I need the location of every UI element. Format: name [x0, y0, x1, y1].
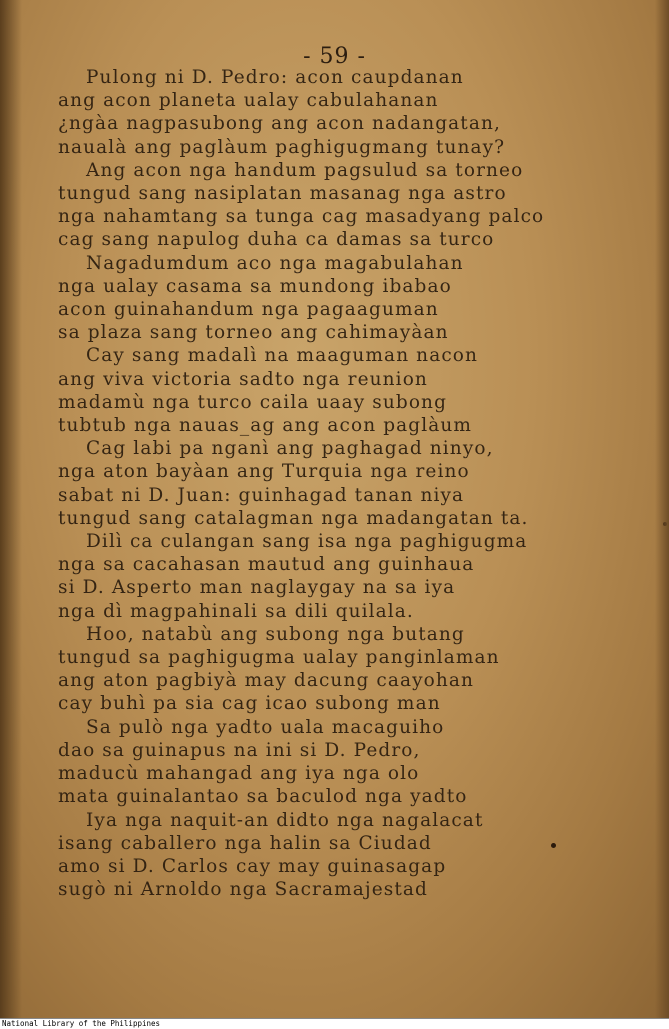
text-line: sugò ni Arnoldo nga Sacramajestad [58, 879, 428, 901]
text-line: Hoo, natabù ang subong nga butang [86, 623, 465, 645]
ink-speck [551, 843, 556, 848]
text-line: nga nahamtang sa tunga cag masadyang palco [58, 206, 545, 228]
page-number: - 59 - [303, 44, 366, 69]
text-line: nga ualay casama sa mundong ibabao [58, 275, 452, 297]
text-line: isang caballero nga halin sa Ciudad [58, 832, 432, 854]
text-line: dao sa guinapus na ini si D. Pedro, [58, 739, 421, 761]
text-line: tubtub nga nauas_ag ang acon paglàum [58, 415, 473, 437]
text-line: nga dì magpahinali sa dili quilala. [58, 600, 414, 622]
text-line: Cay sang madalì na maaguman nacon [86, 345, 479, 367]
poem-text-block [58, 66, 558, 901]
footer-bar [0, 1018, 669, 1029]
text-line: amo si D. Carlos cay may guinasagap [58, 855, 447, 877]
text-line: sa plaza sang torneo ang cahimayàan [58, 322, 449, 344]
text-line: Iya nga naquit-an didto nga nagalacat [86, 809, 484, 831]
text-line: ang acon planeta ualay cabulahanan [58, 90, 439, 112]
text-line: cag sang napulog duha ca damas sa turco [58, 229, 495, 251]
text-line: tungud sang catalagman nga madangatan ta. [58, 507, 529, 529]
text-line: ¿ngàa nagpasubong ang acon nadangatan, [58, 113, 501, 135]
text-line: tungud sang nasiplatan masanag nga astro [58, 183, 507, 205]
text-line: Ang acon nga handum pagsulud sa torneo [86, 159, 524, 181]
text-line: ang aton pagbiyà may dacung caayohan [58, 670, 475, 692]
text-line: tungud sa paghigugma ualay panginlaman [58, 647, 500, 669]
text-line: acon guinahandum nga pagaaguman [58, 299, 439, 321]
text-line: madamù nga turco caila uaay subong [58, 391, 448, 413]
text-line: sabat ni D. Juan: guinhagad tanan niya [58, 484, 465, 506]
text-line: Dilì ca culangan sang isa nga paghigugma [86, 531, 528, 553]
text-line: maducù mahangad ang iya nga olo [58, 763, 420, 785]
text-line: Nagadumdum aco nga magabulahan [86, 252, 464, 274]
text-line: naualà ang paglàum paghigugmang tunay? [58, 136, 506, 158]
text-line: nga sa cacahasan mautud ang guinhaua [58, 554, 475, 576]
text-line: cay buhì pa sia cag icao subong man [58, 693, 441, 715]
ink-speck [663, 522, 667, 526]
text-line: ang viva victoria sadto nga reunion [58, 368, 428, 390]
text-line: si D. Asperto man naglaygay na sa iya [58, 577, 456, 599]
text-line: Cag labi pa nganì ang paghagad ninyo, [86, 438, 494, 460]
text-line: Pulong ni D. Pedro: acon caupdanan [86, 67, 464, 88]
text-line: nga aton bayàan ang Turquia nga reino [58, 461, 470, 483]
text-line: mata guinalantao sa baculod nga yadto [58, 786, 468, 808]
text-line: Sa pulò nga yadto uala macaguiho [86, 716, 445, 738]
library-credit: National Library of the Philippines [2, 1019, 161, 1028]
